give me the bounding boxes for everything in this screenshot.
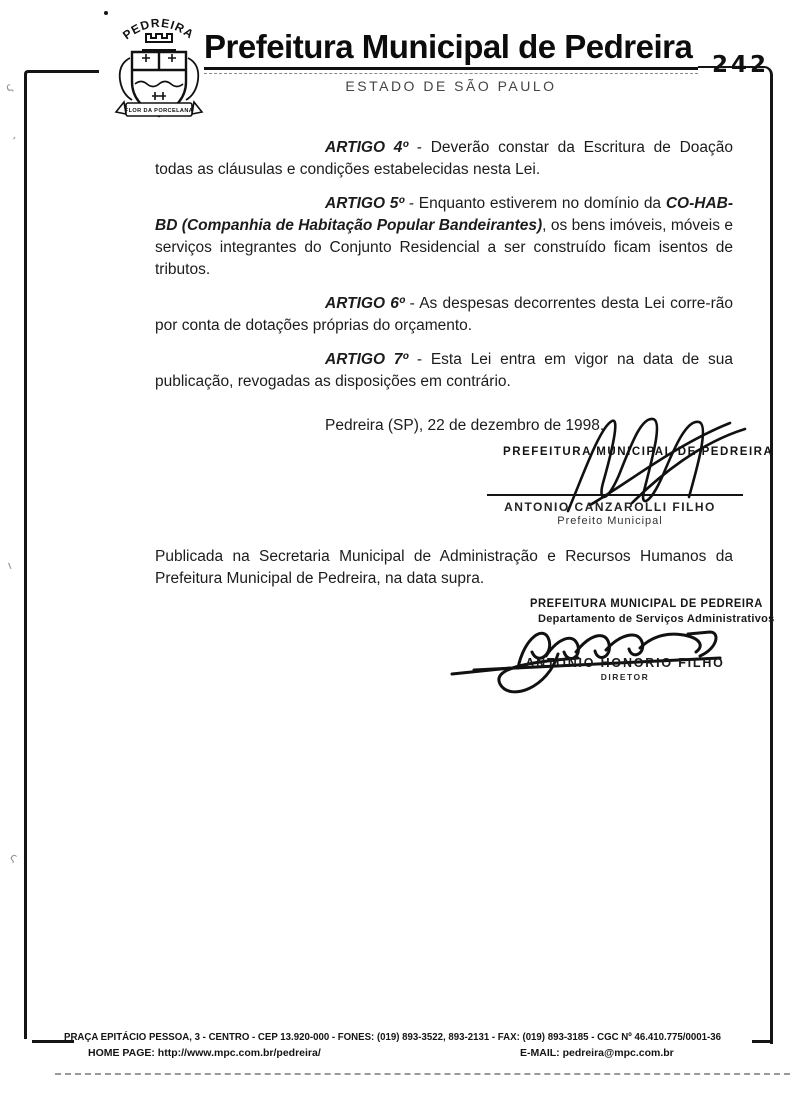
scan-artifact: ι [5, 557, 13, 573]
scan-artifact-dashes [55, 1073, 790, 1075]
publication-note: Publicada na Secretaria Municipal de Administração e Recursos Humanos da Prefeitura Municipal de Pedreira, na data supra. [155, 548, 733, 587]
article-6-sep: - [404, 295, 420, 312]
law-body-text [155, 137, 733, 437]
municipal-coat-of-arms [106, 8, 212, 120]
article-7-text: Esta Lei entra em vigor na data de sua publicação, revogadas as disposições em contrário. [155, 351, 734, 390]
article-5-text-post: , os bens imóveis, móveis e serviços integrantes do Conjunto Residencial a ser construído ficam isentos de tributos. [155, 217, 733, 278]
article-5-text-pre: Enquanto estiverem no domínio da [418, 195, 666, 212]
footer-address-line: PRAÇA EPITÁCIO PESSOA, 3 - CENTRO - CEP 13.920-000 - FONES: (019) 893-3522, 893-2131 - FAX: (019) 893-3185 - CGC Nº 46.410.775/0001-36 [64, 1031, 721, 1043]
mayor-signature-line [487, 494, 743, 496]
article-4-label: ARTIGO 4º [325, 139, 409, 156]
director-signature-block [430, 592, 775, 707]
scan-artifact: ς [3, 79, 15, 95]
director-stamp-line1: PREFEITURA MUNICIPAL DE PEDREIRA [530, 598, 763, 610]
director-name: ANTONIO HONORIO FILHO [525, 656, 725, 670]
article-5-emphasis: CO-HAB-BD (Companhia de Habitação Popular Bandeirantes) [155, 195, 733, 234]
crest-top-text: PEDREIRA [120, 15, 197, 43]
svg-text:PEDREIRA [120, 16, 197, 43]
article-4-sep: - [408, 139, 431, 156]
mayor-role: Prefeito Municipal [557, 515, 663, 527]
director-role: DIRETOR [600, 672, 650, 682]
article-7-label: ARTIGO 7º [325, 351, 409, 368]
article-7-sep: - [408, 351, 431, 368]
article-4-paragraph [155, 137, 733, 181]
article-5-sep: - [404, 195, 419, 212]
footer-homepage: HOME PAGE: http://www.mpc.com.br/pedreira/ [88, 1047, 321, 1059]
document-header-title: Prefeitura Municipal de Pedreira [204, 28, 693, 65]
header-rule-dashed [204, 73, 698, 74]
page-number: 242 [712, 52, 770, 78]
scan-border-left [24, 70, 99, 1039]
scan-artifact: , [10, 128, 23, 142]
article-5-label: ARTIGO 5º [325, 195, 405, 212]
crest-motto-text: FLOR DA PORCELANA [124, 108, 194, 114]
dateline: Pedreira (SP), 22 de dezembro de 1998. [325, 417, 605, 434]
scan-artifact: ς [7, 849, 20, 865]
article-4-text: Deverão constar da Escritura de Doação todas as cláusulas e condições estabelecidas nesta Lei. [155, 139, 733, 178]
mayor-name: ANTONIO CANZAROLLI FILHO [504, 500, 716, 514]
article-5-paragraph [155, 193, 733, 281]
article-6-label: ARTIGO 6º [325, 295, 405, 312]
director-handwritten-signature [448, 608, 753, 700]
document-header-subtitle: ESTADO DE SÃO PAULO [345, 78, 557, 94]
article-6-text: As despesas decorrentes desta Lei corre-rão por conta de dotações próprias do orçamento. [155, 295, 733, 334]
article-6-paragraph [155, 293, 733, 337]
header-rule [204, 67, 698, 70]
footer-email: E-MAIL: pedreira@mpc.com.br [520, 1047, 674, 1059]
mayor-signature-block [440, 415, 774, 540]
mayor-stamp-text: PREFEITURA MUNICIPAL DE PEDREIRA [503, 444, 774, 458]
director-stamp-line2: Departamento de Serviços Administrativos [538, 613, 775, 625]
article-7-paragraph [155, 349, 733, 393]
